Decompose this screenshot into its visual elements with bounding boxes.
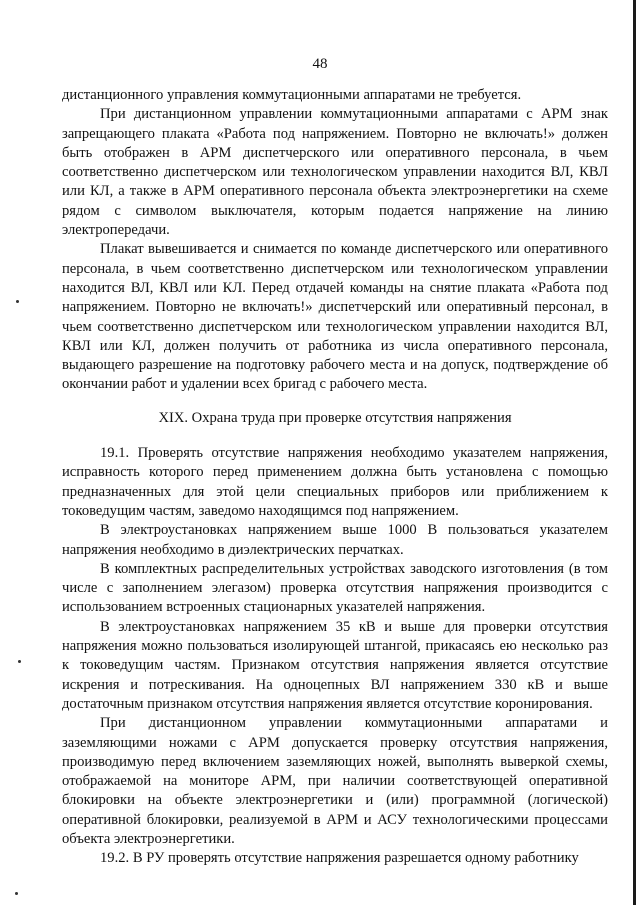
- paragraph: 19.2. В РУ проверять отсутствие напряжения разрешается одному работнику: [100, 850, 579, 867]
- scan-speck: [15, 892, 18, 895]
- scan-speck: [18, 660, 21, 663]
- scan-edge-bar: [633, 0, 636, 905]
- scan-speck: [16, 300, 19, 303]
- section-heading: XIX. Охрана труда при проверке отсутствия напряжения: [158, 409, 512, 426]
- paragraph: Плакат вывешивается и снимается по команде диспетчерского или оперативного персонала, в чьем соответственно диспетчерском или технологическом управлении находится ВЛ, КВЛ или КЛ. Перед отдачей команды на снятие плаката «Работа под напряжением. Повторно не включать!» диспетчерский или оперативный персонал, в чьем соответственно диспетчерском или технологическом управлении находится ВЛ, КВЛ или КЛ, должен получить от работника из числа оперативного персонала, выдающего разрешение на подготовку рабочего места и на допуск, подтверждение об окончании работ и удалении всех бригад с рабочего места.: [62, 241, 608, 393]
- document-body: [62, 86, 608, 869]
- paragraph: При дистанционном управлении коммутационными аппаратами и заземляющими ножами с АРМ допускается проверку отсутствия напряжения, производимую перед включением заземляющих ножей, выполнять выверкой схемы, отображаемой на мониторе АРМ, при наличии соответствующей оперативной блокировки на объекте электроэнергетики и (или) программной (логической) оперативной блокировки, реализуемой в АРМ и АСУ технологическими процессами объекта электроэнергетики.: [62, 715, 608, 847]
- paragraph: В электроустановках напряжением выше 1000 В пользоваться указателем напряжения необходимо в диэлектрических перчатках.: [62, 522, 608, 558]
- paragraph: 19.1. Проверять отсутствие напряжения необходимо указателем напряжения, исправность которого перед применением должна быть установлена с помощью предназначенных для этой цели специальных приборов или приближением к токоведущим частям, заведомо находящимся под напряжением.: [62, 445, 608, 519]
- paragraph: В электроустановках напряжением 35 кВ и выше для проверки отсутствия напряжения можно пользоваться изолирующей штангой, прикасаясь ею несколько раз к токоведущим частям. Признаком отсутствия напряжения является отсутствие искрения и потрескивания. На одноцепных ВЛ напряжением 330 кВ и выше достаточным признаком отсутствия напряжения является отсутствие коронирования.: [62, 618, 608, 712]
- page-number: 48: [312, 56, 328, 72]
- paragraph: При дистанционном управлении коммутационными аппаратами с АРМ знак запрещающего плаката «Работа под напряжением. Повторно не включать!» должен быть отображен в АРМ диспетчерского или оперативного персонала, в чьем соответственно диспетчерском или технологическом управлении находится ВЛ, КВЛ или КЛ, а также в АРМ оперативного персонала объекта электроэнергетики на схеме рядом с символом выключателя, которым подается напряжение на линию электропередачи.: [62, 106, 608, 239]
- paragraph: дистанционного управления коммутационными аппаратами не требуется.: [62, 87, 522, 103]
- paragraph: В комплектных распределительных устройствах заводского изготовления (в том числе с заполнением элегазом) проверка отсутствия напряжения производится с использованием встроенных стационарных указателей напряжения.: [62, 560, 608, 616]
